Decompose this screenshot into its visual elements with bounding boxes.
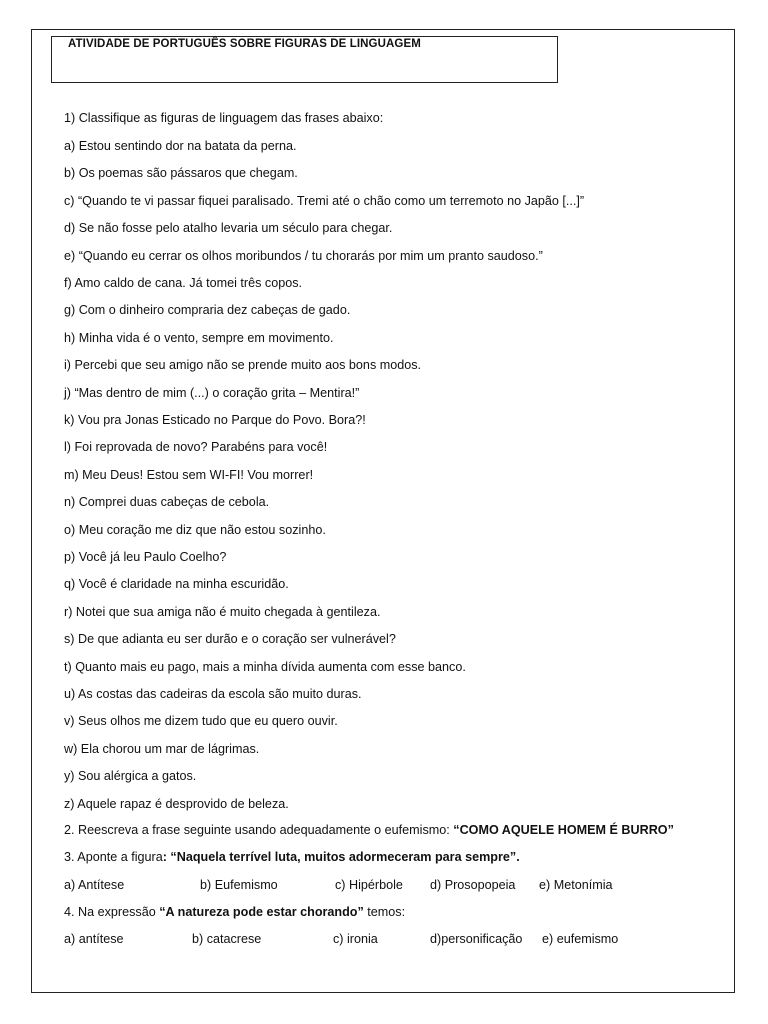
question-1-item: e) “Quando eu cerrar os olhos moribundos / tu chorarás por mim um pranto saudoso.” [64, 249, 543, 263]
question-1-item: b) Os poemas são pássaros que chegam. [64, 166, 298, 180]
question-2-phrase: “COMO AQUELE HOMEM É BURRO” [453, 823, 674, 837]
question-2-prompt: 2. Reescreva a frase seguinte usando adequadamente o eufemismo: [64, 823, 454, 837]
question-1-item: j) “Mas dentro de mim (...) o coração grita – Mentira!” [64, 386, 360, 400]
question-1-item: y) Sou alérgica a gatos. [64, 769, 197, 783]
question-1-item: k) Vou pra Jonas Esticado no Parque do Povo. Bora?! [64, 413, 366, 427]
question-1-item: n) Comprei duas cabeças de cebola. [64, 495, 270, 509]
question-3-option-a: a) Antítese [64, 878, 125, 892]
question-4-prompt-after: temos: [363, 905, 406, 919]
question-4-option-a: a) antítese [64, 932, 124, 946]
question-1-item: t) Quanto mais eu pago, mais a minha dívida aumenta com esse banco. [64, 660, 466, 674]
document-title: ATIVIDADE DE PORTUGUÊS SOBRE FIGURAS DE LINGUAGEM [68, 38, 421, 50]
question-1-item: i) Percebi que seu amigo não se prende muito aos bons modos. [64, 358, 422, 372]
question-3-option-e: e) Metonímia [539, 878, 613, 892]
question-3-phrase: : “Naquela terrível luta, muitos adormeceram para sempre”. [162, 850, 520, 864]
question-4-option-b: b) catacrese [192, 932, 262, 946]
question-1-item: a) Estou sentindo dor na batata da perna. [64, 139, 297, 153]
question-1-item: d) Se não fosse pelo atalho levaria um século para chegar. [64, 221, 393, 235]
question-1-item: g) Com o dinheiro compraria dez cabeças de gado. [64, 303, 351, 317]
question-1-item: p) Você já leu Paulo Coelho? [64, 550, 227, 564]
question-1-item: s) De que adianta eu ser durão e o coração ser vulnerável? [64, 632, 396, 646]
question-4-option-d: d)personificação [430, 932, 523, 946]
question-3-option-b: b) Eufemismo [200, 878, 278, 892]
question-2 [64, 822, 674, 838]
question-3-option-d: d) Prosopopeia [430, 878, 516, 892]
question-1-item: v) Seus olhos me dizem tudo que eu quero ouvir. [64, 714, 338, 728]
question-3 [64, 849, 520, 865]
question-1-item: f) Amo caldo de cana. Já tomei três copos. [64, 276, 303, 290]
question-1-item: u) As costas das cadeiras da escola são muito duras. [64, 687, 362, 701]
question-1-prompt: 1) Classifique as figuras de linguagem das frases abaixo: [64, 111, 384, 125]
question-1-item: h) Minha vida é o vento, sempre em movimento. [64, 331, 334, 345]
question-1-item: c) “Quando te vi passar fiquei paralisado. Tremi até o chão como um terremoto no Japão [...]” [64, 194, 585, 208]
question-4-prompt-before: 4. Na expressão [64, 905, 160, 919]
question-4 [64, 904, 405, 920]
question-1-item: m) Meu Deus! Estou sem WI-FI! Vou morrer! [64, 468, 314, 482]
question-1-item: r) Notei que sua amiga não é muito chegada à gentileza. [64, 605, 381, 619]
question-1-item: w) Ela chorou um mar de lágrimas. [64, 742, 260, 756]
question-1-item: l) Foi reprovada de novo? Parabéns para você! [64, 440, 328, 454]
question-4-phrase: “A natureza pode estar chorando” [159, 905, 364, 919]
question-4-option-e: e) eufemismo [542, 932, 619, 946]
question-1-item: z) Aquele rapaz é desprovido de beleza. [64, 797, 289, 811]
question-1-item: q) Você é claridade na minha escuridão. [64, 577, 289, 591]
question-1-item: o) Meu coração me diz que não estou sozinho. [64, 523, 326, 537]
question-3-option-c: c) Hipérbole [335, 878, 403, 892]
question-3-prompt: 3. Aponte a figura [64, 850, 163, 864]
question-4-option-c: c) ironia [333, 932, 378, 946]
